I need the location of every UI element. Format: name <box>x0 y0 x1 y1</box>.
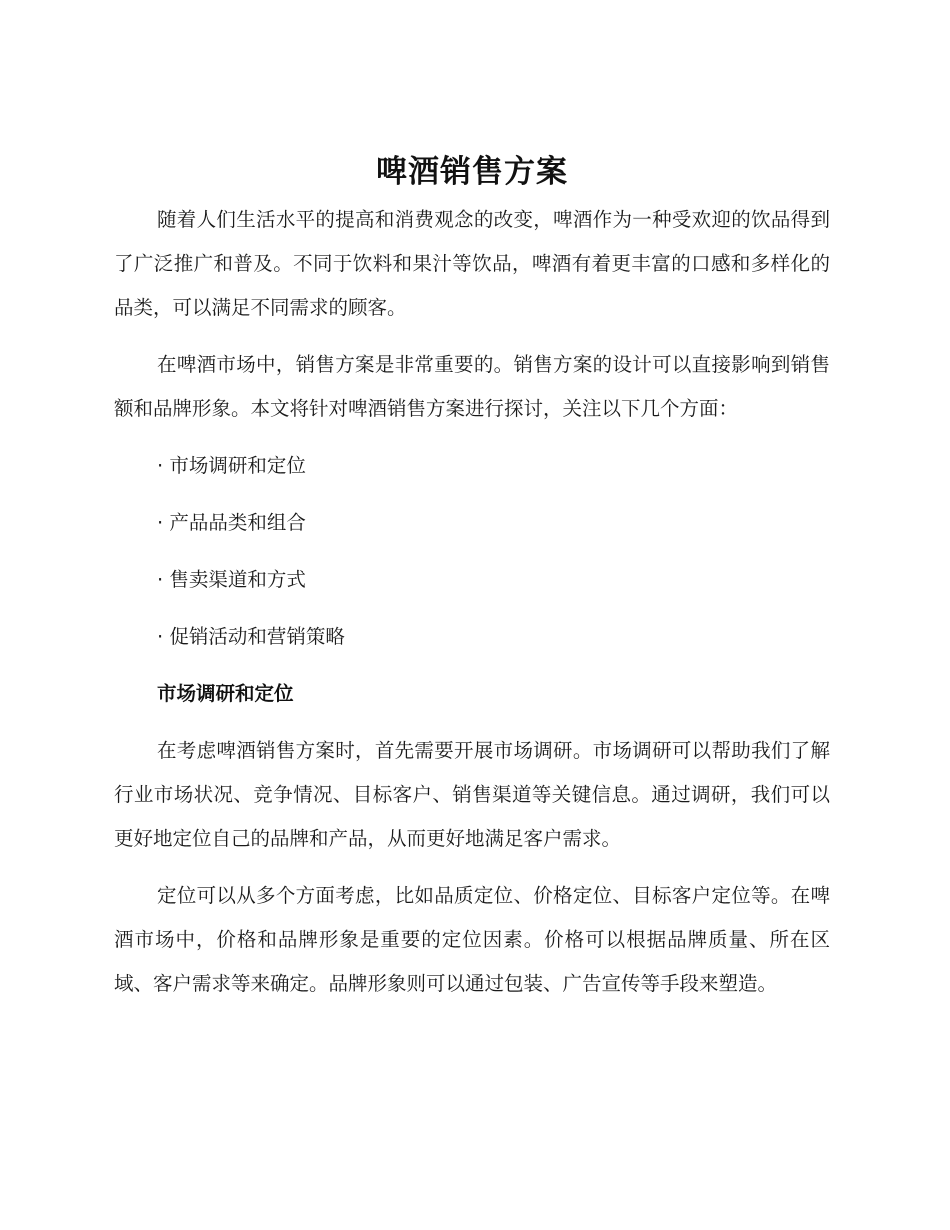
bullet-item-sales-channel: · 售卖渠道和方式 <box>157 568 306 591</box>
bullet-item-promotion: · 促销活动和营销策略 <box>157 625 345 648</box>
section-paragraph-1: 在考虑啤酒销售方案时，首先需要开展市场调研。市场调研可以帮助我们了解行业市场状况、竞争情况、目标客户、销售渠道等关键信息。通过调研，我们可以更好地定位自己的品牌和产品，从而更好地满足客户需求。 <box>114 739 830 850</box>
document-title: 啤酒销售方案 <box>376 154 568 190</box>
document-page <box>114 150 830 1019</box>
intro-paragraph-1: 随着人们生活水平的提高和消费观念的改变，啤酒作为一种受欢迎的饮品得到了广泛推广和普及。不同于饮料和果汁等饮品，啤酒有着更丰富的口感和多样化的品类，可以满足不同需求的顾客。 <box>114 208 830 319</box>
bullet-item-product-category: · 产品品类和组合 <box>157 511 306 534</box>
bullet-item-market-research: · 市场调研和定位 <box>157 454 306 477</box>
section-paragraph-2: 定位可以从多个方面考虑，比如品质定位、价格定位、目标客户定位等。在啤酒市场中，价格和品牌形象是重要的定位因素。价格可以根据品牌质量、所在区域、客户需求等来确定。品牌形象则可以通过包装、广告宣传等手段来塑造。 <box>114 884 830 995</box>
intro-paragraph-2: 在啤酒市场中，销售方案是非常重要的。销售方案的设计可以直接影响到销售额和品牌形象。本文将针对啤酒销售方案进行探讨，关注以下几个方面： <box>114 353 830 420</box>
section-heading-market-research: 市场调研和定位 <box>157 682 294 705</box>
